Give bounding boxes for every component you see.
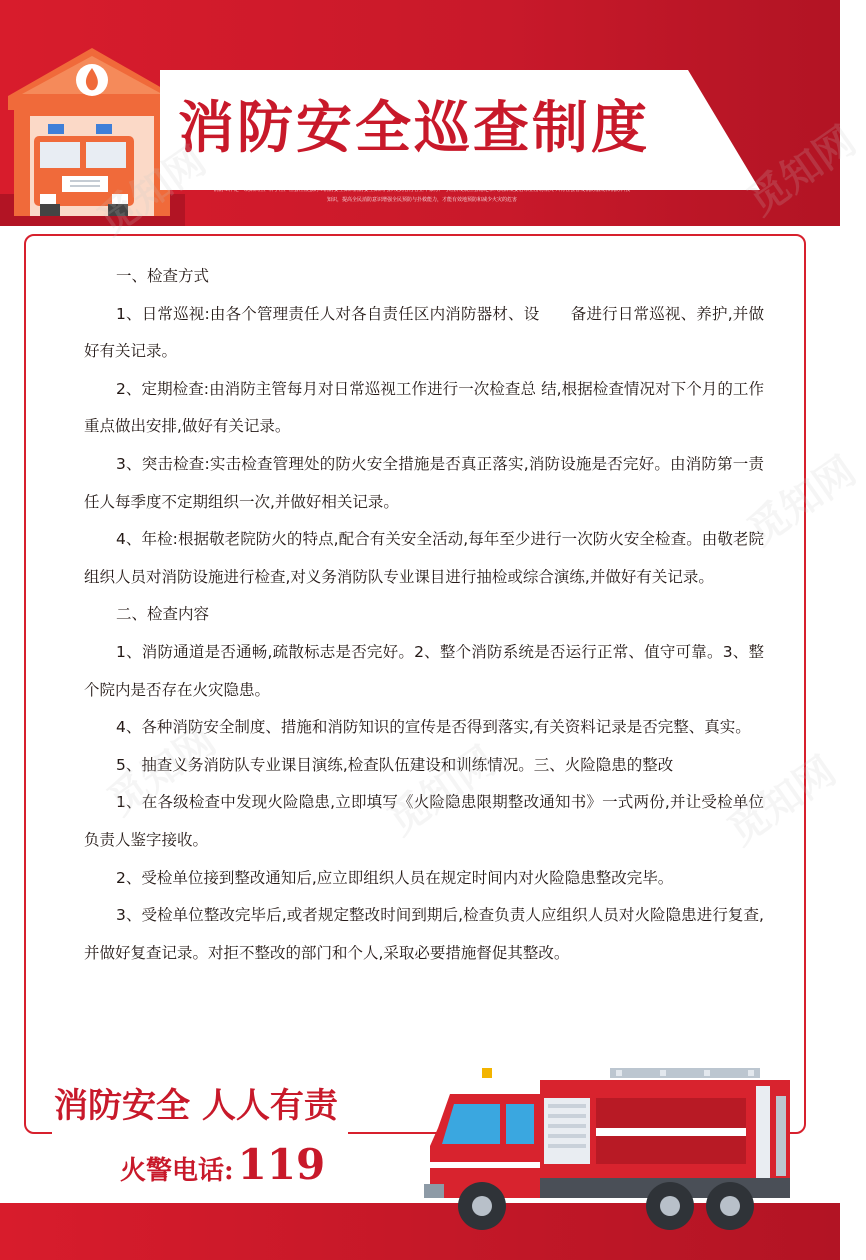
paragraph: 3、突击检查:实击检查管理处的防火安全措施是否真正落实,消防设施是否完好。由消防第一责任人每季度不定期组织一次,并做好相关记录。	[84, 454, 764, 511]
hotline-number: 119	[237, 1140, 326, 1189]
paragraph: 4、各种消防安全制度、措施和消防知识的宣传是否得到落实,有关资料记录是否完整、真实。	[116, 718, 751, 737]
paragraph: 1、日常巡视:由各个管理责任人对各自责任区内消防器材、设 备进行日常巡视、养护,并做好有关记录。	[84, 304, 764, 361]
fire-truck-illustration	[420, 1066, 820, 1234]
paragraph: 4、年检:根据敬老院防火的特点,配合有关安全活动,每年至少进行一次防火安全检查。由敬老院组织人员对消防设施进行检查,对义务消防队专业课目进行抽检或综合演练,并做好有关记录。	[84, 530, 764, 586]
content-body	[84, 258, 764, 972]
page-title: 消防安全巡查制度	[178, 95, 650, 161]
fire-station-illustration	[0, 44, 185, 226]
section-heading: 一、检查方式	[116, 267, 210, 285]
safety-slogan: 消防安全 人人有责	[52, 1078, 348, 1134]
hotline-label: 火警电话:	[120, 1156, 234, 1186]
paragraph: 2、定期检查:由消防主管每月对日常巡视工作进行一次检查总 结,根据检查情况对下个月的工作重点做出安排,做好有关记录。	[84, 379, 764, 436]
paragraph: 5、抽查义务消防队专业课目演练,检查队伍建设和训练情况。三、火险隐患的整改	[116, 755, 674, 774]
paragraph: 2、受检单位接到整改通知后,应立即组织人员在规定时间内对火险隐患整改完毕。	[116, 868, 674, 887]
fire-hotline	[120, 1140, 325, 1190]
paragraph: 3、受检单位整改完毕后,或者规定整改时间到期后,检查负责人应组织人员对火险隐患进行复查,并做好复查记录。对拒不整改的部门和个人,采取必要措施督促其整改。	[84, 906, 764, 962]
paragraph: 1、在各级检查中发现火险隐患,立即填写《火险隐患限期整改通知书》一式两份,并让受检单位负责人鉴字接收。	[84, 793, 764, 849]
paragraph: 1、消防通道是否通畅,疏散标志是否完好。2、整个消防系统是否运行正常、值守可靠。3、整个院内是否存在火灾隐患。	[84, 642, 764, 699]
section-heading: 二、检查内容	[116, 605, 210, 624]
intro-text: 消防工作是一项知识性、科学性、社会性很强的工消防安全知识消防安全知识内涉及到各行各业千家万户与经济发展社会稳定和人民群众安居乐业密切相关 只有社会普及消防法规和消防科技知识，提高全民消防意识增强全民预防与扑救能力，才能有效地预防和减少火灾的危害	[213, 187, 631, 203]
